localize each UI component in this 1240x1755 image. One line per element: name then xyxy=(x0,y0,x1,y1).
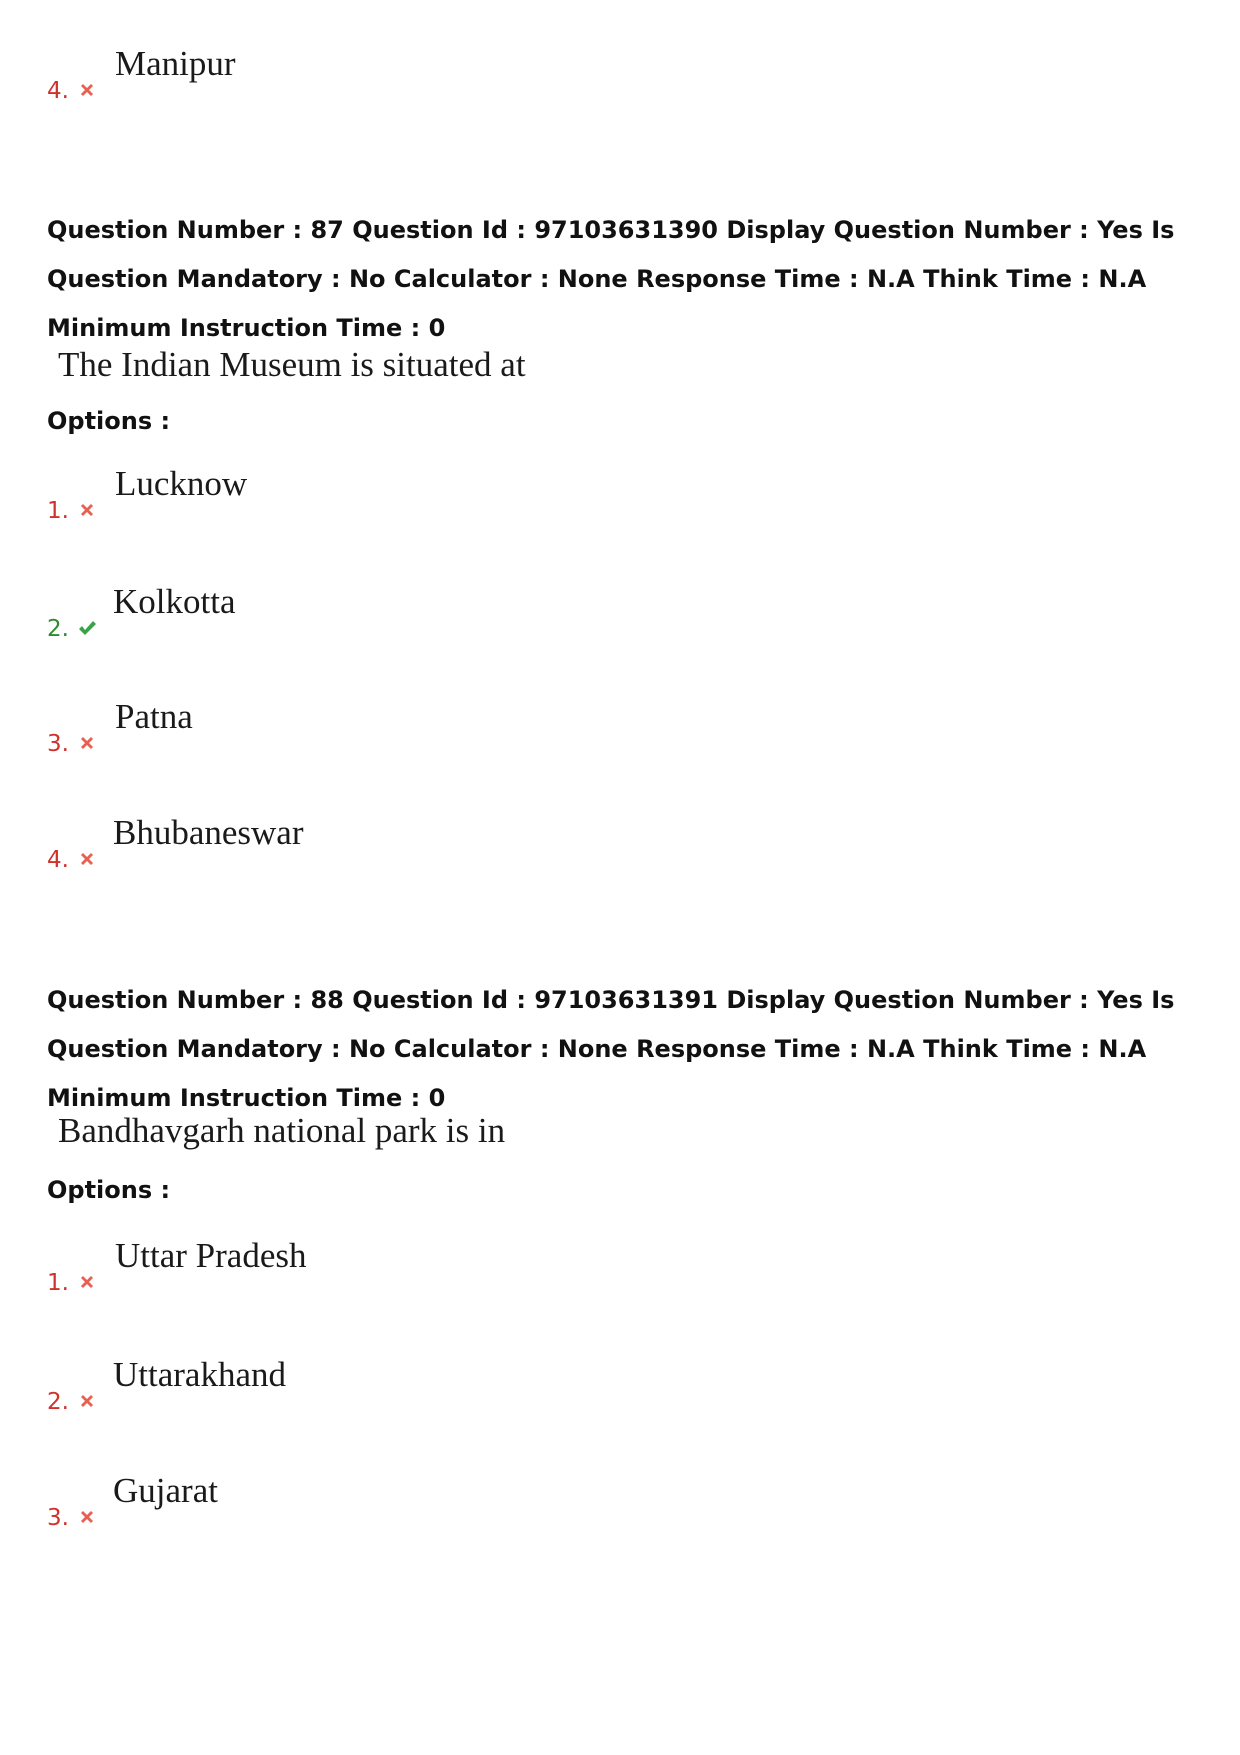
option-number: 3. xyxy=(47,731,69,757)
question-text: The Indian Museum is situated at xyxy=(58,345,526,384)
cross-icon xyxy=(77,1507,97,1527)
option-item xyxy=(47,44,1147,104)
option-text: Gujarat xyxy=(113,1471,218,1510)
cross-icon xyxy=(77,80,97,100)
option-text: Uttarakhand xyxy=(113,1355,286,1394)
cross-icon xyxy=(77,500,97,520)
question-text: Bandhavgarh national park is in xyxy=(58,1111,506,1150)
option-text: Uttar Pradesh xyxy=(115,1236,307,1275)
cross-icon xyxy=(77,733,97,753)
option-text: Patna xyxy=(115,697,193,736)
option-item xyxy=(47,697,1147,757)
options-label: Options : xyxy=(47,1176,171,1204)
option-number: 4. xyxy=(47,78,69,104)
options-label: Options : xyxy=(47,407,171,435)
option-text: Manipur xyxy=(115,44,236,83)
option-number: 2. xyxy=(47,1389,69,1415)
option-text: Bhubaneswar xyxy=(113,813,304,852)
option-item xyxy=(47,1471,1147,1531)
option-text: Lucknow xyxy=(115,464,248,503)
cross-icon xyxy=(77,1272,97,1292)
cross-icon xyxy=(77,849,97,869)
option-number: 2. xyxy=(47,616,69,642)
option-number: 1. xyxy=(47,1270,69,1296)
option-number: 1. xyxy=(47,498,69,524)
option-number: 3. xyxy=(47,1505,69,1531)
option-item xyxy=(47,464,1147,524)
option-item xyxy=(47,582,1147,642)
question-meta: Question Number : 88 Question Id : 97103631391 Display Question Number : Yes Is Question Mandatory : No Calculator : None Response Time : N.A Think Time : N.A Minimum Instruction Time : 0 xyxy=(47,986,1175,1112)
cross-icon xyxy=(77,1391,97,1411)
option-item xyxy=(47,1355,1147,1415)
check-icon xyxy=(77,618,97,638)
option-text: Kolkotta xyxy=(113,582,236,621)
option-item xyxy=(47,813,1147,873)
option-number: 4. xyxy=(47,847,69,873)
option-item xyxy=(47,1236,1147,1296)
question-meta: Question Number : 87 Question Id : 97103631390 Display Question Number : Yes Is Question Mandatory : No Calculator : None Response Time : N.A Think Time : N.A Minimum Instruction Time : 0 xyxy=(47,216,1175,342)
